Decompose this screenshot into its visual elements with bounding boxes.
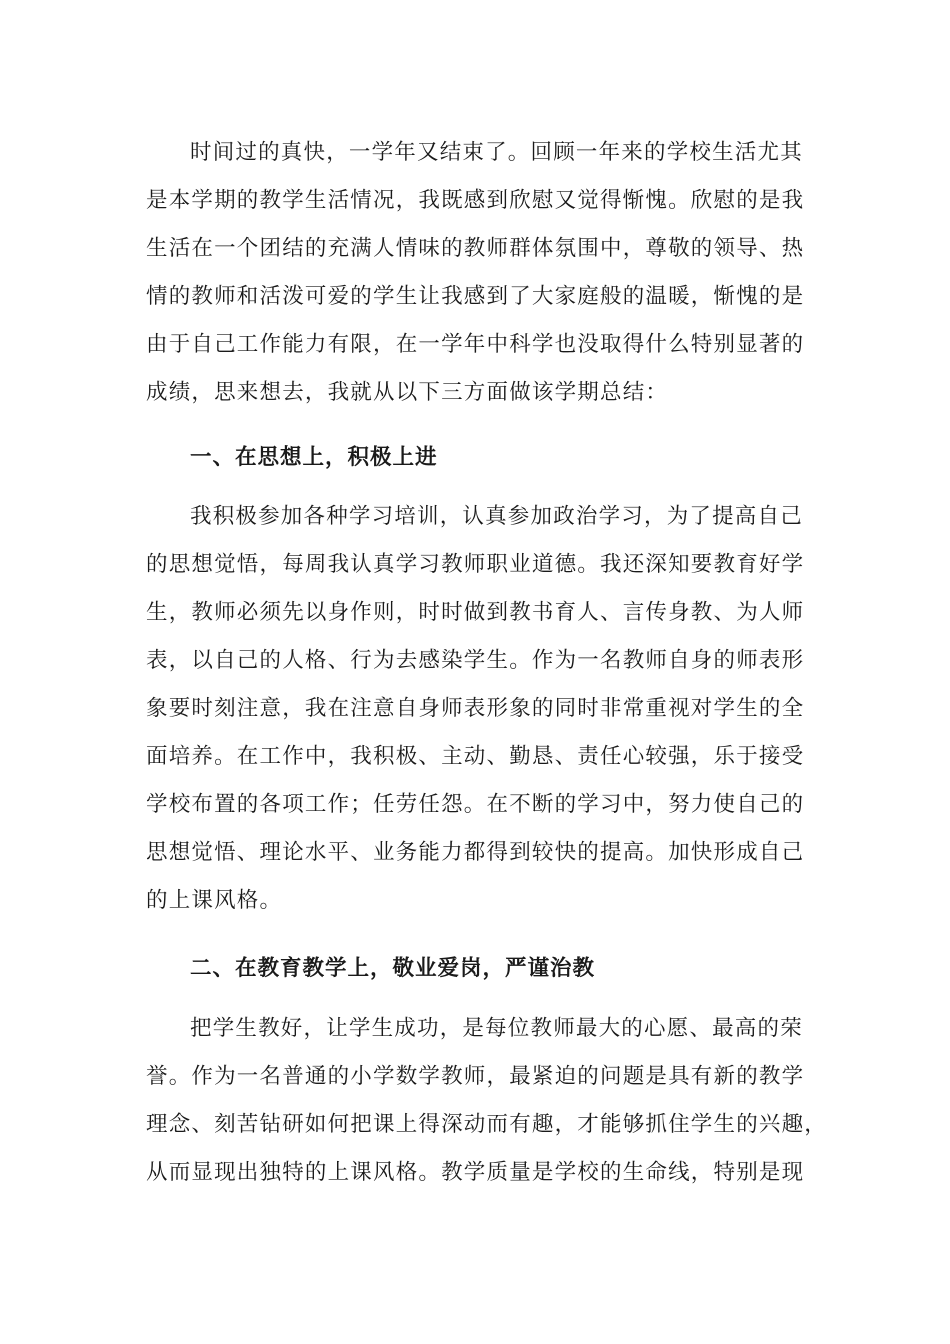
paragraph-2-line: 面培养。在工作中，我积极、主动、勤恳、责任心较强，乐于接受 bbox=[146, 744, 805, 769]
paragraph-2-line: 的上课风格。 bbox=[146, 888, 283, 913]
section-heading-2: 二、在教育教学上，敬业爱岗，严谨治教 bbox=[190, 956, 596, 981]
paragraph-1-line: 是本学期的教学生活情况，我既感到欣慰又觉得惭愧。欣慰的是我 bbox=[146, 188, 805, 213]
paragraph-2-line: 我积极参加各种学习培训，认真参加政治学习，为了提高自己 bbox=[190, 504, 803, 529]
section-heading-1: 一、在思想上，积极上进 bbox=[190, 445, 438, 470]
paragraph-2-line: 学校布置的各项工作；任劳任怨。在不断的学习中，努力使自己的 bbox=[146, 792, 805, 817]
paragraph-2-line: 生，教师必须先以身作则，时时做到教书育人、言传身教、为人师 bbox=[146, 600, 805, 625]
paragraph-2-line: 表，以自己的人格、行为去感染学生。作为一名教师自身的师表形 bbox=[146, 648, 805, 673]
paragraph-3-line: 誉。作为一名普通的小学数学教师，最紧迫的问题是具有新的教学 bbox=[146, 1064, 805, 1089]
paragraph-1-line: 由于自己工作能力有限，在一学年中科学也没取得什么特别显著的 bbox=[146, 332, 805, 357]
paragraph-3-line: 把学生教好，让学生成功，是每位教师最大的心愿、最高的荣 bbox=[190, 1016, 803, 1041]
paragraph-1-line: 成绩，思来想去，我就从以下三方面做该学期总结： bbox=[146, 380, 669, 405]
paragraph-1-line: 生活在一个团结的充满人情味的教师群体氛围中，尊敬的领导、热 bbox=[146, 236, 805, 261]
paragraph-3-line: 从而显现出独特的上课风格。教学质量是学校的生命线，特别是现 bbox=[146, 1160, 805, 1185]
paragraph-1-line: 时间过的真快，一学年又结束了。回顾一年来的学校生活尤其 bbox=[190, 140, 803, 165]
paragraph-2-line: 思想觉悟、理论水平、业务能力都得到较快的提高。加快形成自己 bbox=[146, 840, 805, 865]
paragraph-1-line: 情的教师和活泼可爱的学生让我感到了大家庭般的温暖，惭愧的是 bbox=[146, 284, 805, 309]
paragraph-2-line: 的思想觉悟，每周我认真学习教师职业道德。我还深知要教育好学 bbox=[146, 552, 805, 577]
paragraph-3-line: 理念、刻苦钻研如何把课上得深动而有趣，才能够抓住学生的兴趣， bbox=[146, 1112, 828, 1137]
paragraph-2-line: 象要时刻注意，我在注意自身师表形象的同时非常重视对学生的全 bbox=[146, 696, 805, 721]
